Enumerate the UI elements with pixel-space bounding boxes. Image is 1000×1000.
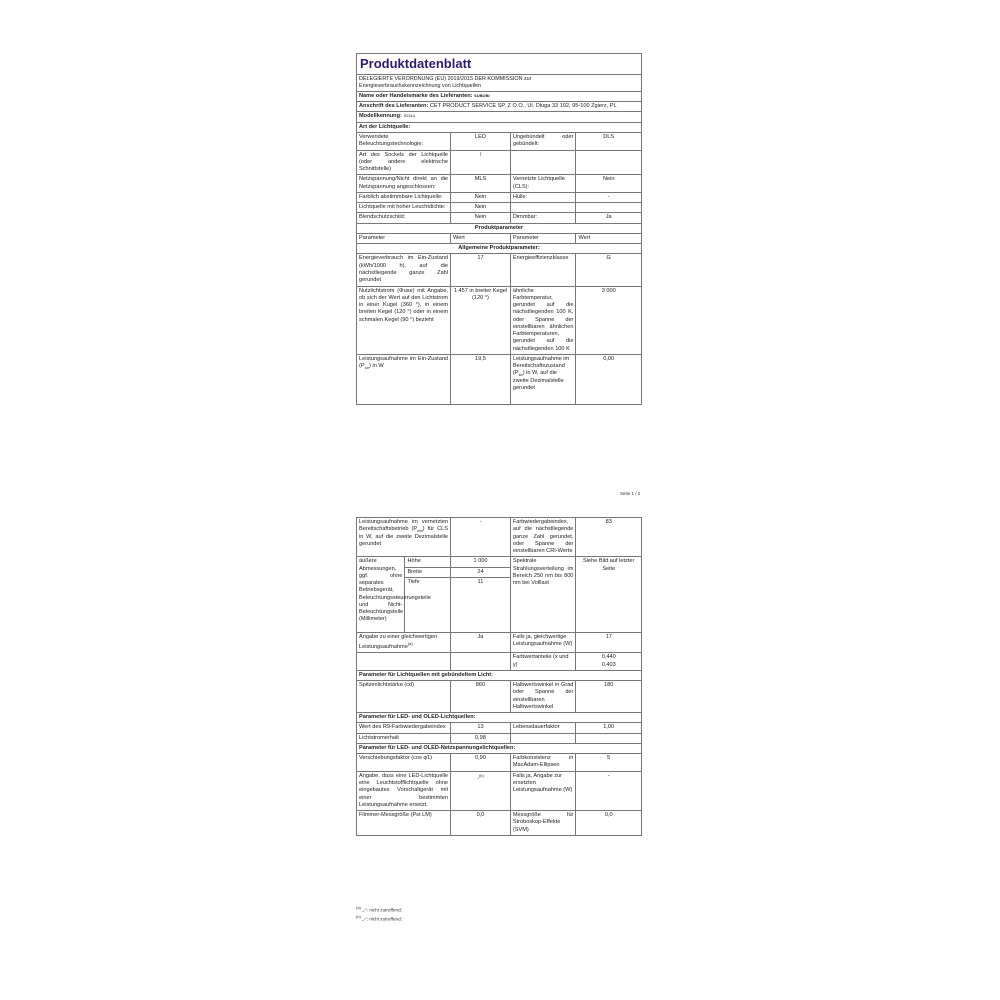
spectral-distribution-label: Spektrale Strahlungsverteilung im Bereich 250 nm bis 800 nm bei Volllast (510, 557, 576, 633)
row-label: Dimmbar: (510, 213, 576, 223)
on-mode-power-value: 19,5 (451, 354, 511, 404)
datasheet-page-1 (356, 53, 642, 405)
model-label: Modellkennung: (359, 113, 402, 120)
row-value: Nein (451, 203, 511, 213)
efficiency-class-label: Energieeffizienzklasse (510, 254, 576, 286)
standby-power-label: Leistungsaufnahme im Bereitschaftszustand $(P_{sb})$ in W, auf die zweite Dezimalstelle gerundet (510, 354, 576, 404)
flicker-value: 0,0 (451, 811, 511, 836)
table-row (357, 681, 642, 713)
row-value (576, 150, 642, 175)
on-mode-power-label: Leistungsaufnahme im Ein-Zustand $(P_{on})$ in W (357, 354, 451, 404)
row-value: DLS (576, 132, 642, 150)
model-value: S0314 (403, 113, 416, 119)
footnote-b: $^{(b)}$ „-“: nicht zutreffend; (356, 914, 402, 922)
height-label: Höhe (405, 557, 451, 567)
spectral-distribution-value: Siehe Bild auf letzter Seite (576, 557, 642, 633)
general-parameters-heading: Allgemeine Produktparameter: (357, 244, 642, 254)
product-parameters-heading: Produktparameter (357, 223, 642, 233)
table-row (357, 286, 642, 354)
equivalent-power-claim-value: Ja (451, 632, 511, 652)
regulation-reference (357, 74, 642, 91)
table-row (357, 254, 642, 286)
r9-label: Wert des R9-Farbwiedergabeindex (357, 723, 451, 733)
survival-factor-label: Lebensdauerfaktor (510, 723, 576, 733)
directional-heading: Parameter für Lichtquellen mit gebündeltem Licht: (357, 670, 642, 680)
efficiency-class-value: G (576, 254, 642, 286)
row-label: Vernetzte Lichtquelle (CLS): (510, 175, 576, 193)
color-consistency-label: Farbkonsistenz in MacAdam-Ellipsen (510, 754, 576, 772)
height-value: 1 000 (451, 557, 511, 567)
survival-factor-value: 1,00 (576, 723, 642, 733)
replacement-claim-value: -$^{(b)}$ (451, 771, 511, 810)
table-row (357, 653, 642, 671)
datasheet-page-2 (356, 517, 642, 836)
datasheet-table-1 (356, 53, 642, 405)
footnotes (356, 905, 402, 923)
equivalent-power-label: Falls ja, gleichwertige Leistungsaufnahme (W) (510, 632, 576, 652)
light-source-type-heading: Art der Lichtquelle: (357, 122, 642, 132)
networked-standby-value: - (451, 518, 511, 557)
peak-intensity-value: 860 (451, 681, 511, 713)
row-label: Farblich abstimmbare Lichtquelle: (357, 192, 451, 202)
replaced-power-label: Falls ja, Angabe zur ersetzten Leistungsaufnahme (W) (510, 771, 576, 810)
table-row (357, 175, 642, 193)
dimensions-label: äußere Abmessungen, ggf. ohne separates Betriebsgerät, Beleuchtungssteuerungsteile und Nicht-Beleuchtungsteile (Millimeter) (357, 557, 405, 633)
datasheet-table-2 (356, 517, 642, 836)
table-row (357, 557, 642, 567)
model-row (357, 112, 642, 122)
beam-angle-label: Halbwertswinkel in Grad oder Spanne der einstellbaren Halbwertswinkel (510, 681, 576, 713)
table-row (357, 811, 642, 836)
row-value: / (451, 150, 511, 175)
footnote-a: $^{(a)}$ „-“: nicht zutreffend; (356, 905, 402, 913)
table-row (357, 354, 642, 404)
row-label: Verwendete Beleuchtungstechnologie: (357, 132, 451, 150)
stroboscopic-label: Messgröße für Stroboskop-Effekte (SVM) (510, 811, 576, 836)
table-row (357, 518, 642, 557)
energy-consumption-value: 17 (451, 254, 511, 286)
chromaticity-values: 0,440 0,403 (576, 653, 642, 671)
useful-flux-label: Nutzlichtstrom (Φuse) mit Angabe, ob sich der Wert auf den Lichtstrom in einer Kugel (360 °), in einem breiten Kegel (120 °) oder in einem schmalen Kegel (90 °) bezieht (357, 286, 451, 354)
row-label: Ungebündelt oder gebündelt: (510, 132, 576, 150)
row-value (576, 203, 642, 213)
table-row (357, 754, 642, 772)
color-temperature-label: ähnliche Farbtemperatur, gerundet auf die nächstliegenden 100 K, oder Spanne der einstellbaren ähnlichen Farbtemperaturen, gerundet auf die nächstliegenden 100 K (510, 286, 576, 354)
row-label: Lichtquelle mit hoher Leuchtdichte: (357, 203, 451, 213)
replacement-claim-label: Angabe, dass eine LED-Lichtquelle eine Leuchtstofflichtquelle ohne eingebautes Vorschaltgerät mit einer bestimmten Leistungsaufnahme ersetzt. (357, 771, 451, 810)
table-row (357, 213, 642, 223)
row-value: - (576, 192, 642, 202)
color-consistency-value: 5 (576, 754, 642, 772)
row-value: MLS (451, 175, 511, 193)
networked-standby-label: Leistungsaufnahme im vernetzten Bereitschaftsbetrieb $(P_{net})$ für CLS in W, auf die zweite Dezimalstelle gerundet (357, 518, 451, 557)
width-label: Breite (405, 567, 451, 577)
beam-angle-value: 180 (576, 681, 642, 713)
equivalent-power-claim-label: Angabe zu einer gleichwertigen Leistungsaufnahme$^{(a)}$ (357, 632, 451, 652)
supplier-address-label: Anschrift des Lieferanten: (359, 103, 429, 110)
lumen-maintenance-value: 0,98 (451, 733, 511, 743)
led-oled-heading: Parameter für LED- und OLED-Lichtquellen: (357, 713, 642, 723)
supplier-name-row (357, 91, 642, 101)
chromaticity-label: Farbwertanteile (x und y) (510, 653, 576, 671)
row-value: Nein (576, 175, 642, 193)
column-header-row (357, 233, 642, 243)
column-header-value: Wert (576, 233, 642, 243)
row-label: Hülle: (510, 192, 576, 202)
row-value: Nein (451, 213, 511, 223)
cri-label: Farbwiedergabeindex, auf die nächstliegende ganze Zahl gerundet, oder Spanne der einstellbaren CRI-Werte (510, 518, 576, 557)
mains-led-heading: Parameter für LED- und OLED-Netzspannungslichtquellen: (357, 743, 642, 753)
displacement-factor-label: Verschiebungsfaktor (cos φ1) (357, 754, 451, 772)
replaced-power-value: - (576, 771, 642, 810)
supplier-address-value: CET PRODUCT SERVICE SP. Z O.O., Ul. Dluga 33 102, 95-100 Zgierz, PL (429, 103, 617, 110)
supplier-address-row (357, 102, 642, 112)
column-header-parameter: Parameter (510, 233, 576, 243)
r9-value: 13 (451, 723, 511, 733)
row-label (510, 150, 576, 175)
energy-consumption-label: Energieverbrauch im Ein-Zustand (kWh/1000 h), auf die nächstliegende ganze Zahl gerundet (357, 254, 451, 286)
document-title: Produktdatenblatt (357, 54, 642, 75)
page-number: Seite 1 / 2 (620, 491, 641, 496)
standby-power-value: 0,00 (576, 354, 642, 404)
row-value: LED (451, 132, 511, 150)
regulation-line-1: DELEGIERTE VERORDNUNG (EU) 2019/2015 DER KOMMISSION zur (359, 75, 532, 82)
cri-value: 83 (576, 518, 642, 557)
column-header-value: Wert (451, 233, 511, 243)
depth-value: 11 (451, 577, 511, 632)
table-row (357, 771, 642, 810)
table-row (357, 150, 642, 175)
table-row (357, 132, 642, 150)
stroboscopic-value: 0,0 (576, 811, 642, 836)
row-value: Ja (576, 213, 642, 223)
row-value: Nein (451, 192, 511, 202)
table-row (357, 203, 642, 213)
peak-intensity-label: Spitzenlichtstärke (cd) (357, 681, 451, 713)
supplier-name-label: Name oder Handelsmarke des Lieferanten: (359, 92, 473, 99)
useful-flux-value: 1 457 in breiter Kegel (120 °) (451, 286, 511, 354)
depth-label: Tiefe (405, 577, 451, 632)
row-label: Netzspannung/Nicht direkt an die Netzspannung angeschlossen: (357, 175, 451, 193)
displacement-factor-value: 0,90 (451, 754, 511, 772)
table-row (357, 192, 642, 202)
flicker-label: Flimmer-Messgröße (Pst LM) (357, 811, 451, 836)
column-header-parameter: Parameter (357, 233, 451, 243)
row-label (510, 203, 576, 213)
table-row (357, 632, 642, 652)
color-temperature-value: 3 000 (576, 286, 642, 354)
regulation-line-2: Energieverbrauchskennzeichnung von Lichtquellen (359, 82, 481, 89)
row-label: Blendschutzschild: (357, 213, 451, 223)
width-value: 24 (451, 567, 511, 577)
table-row (357, 733, 642, 743)
row-label: Art des Sockels der Lichtquelle (oder andere elektrische Schnittstelle) (357, 150, 451, 175)
supplier-name-value: SUBOBI (474, 92, 490, 98)
table-row (357, 723, 642, 733)
lumen-maintenance-label: Lichtstromerhalt (357, 733, 451, 743)
equivalent-power-value: 17 (576, 632, 642, 652)
